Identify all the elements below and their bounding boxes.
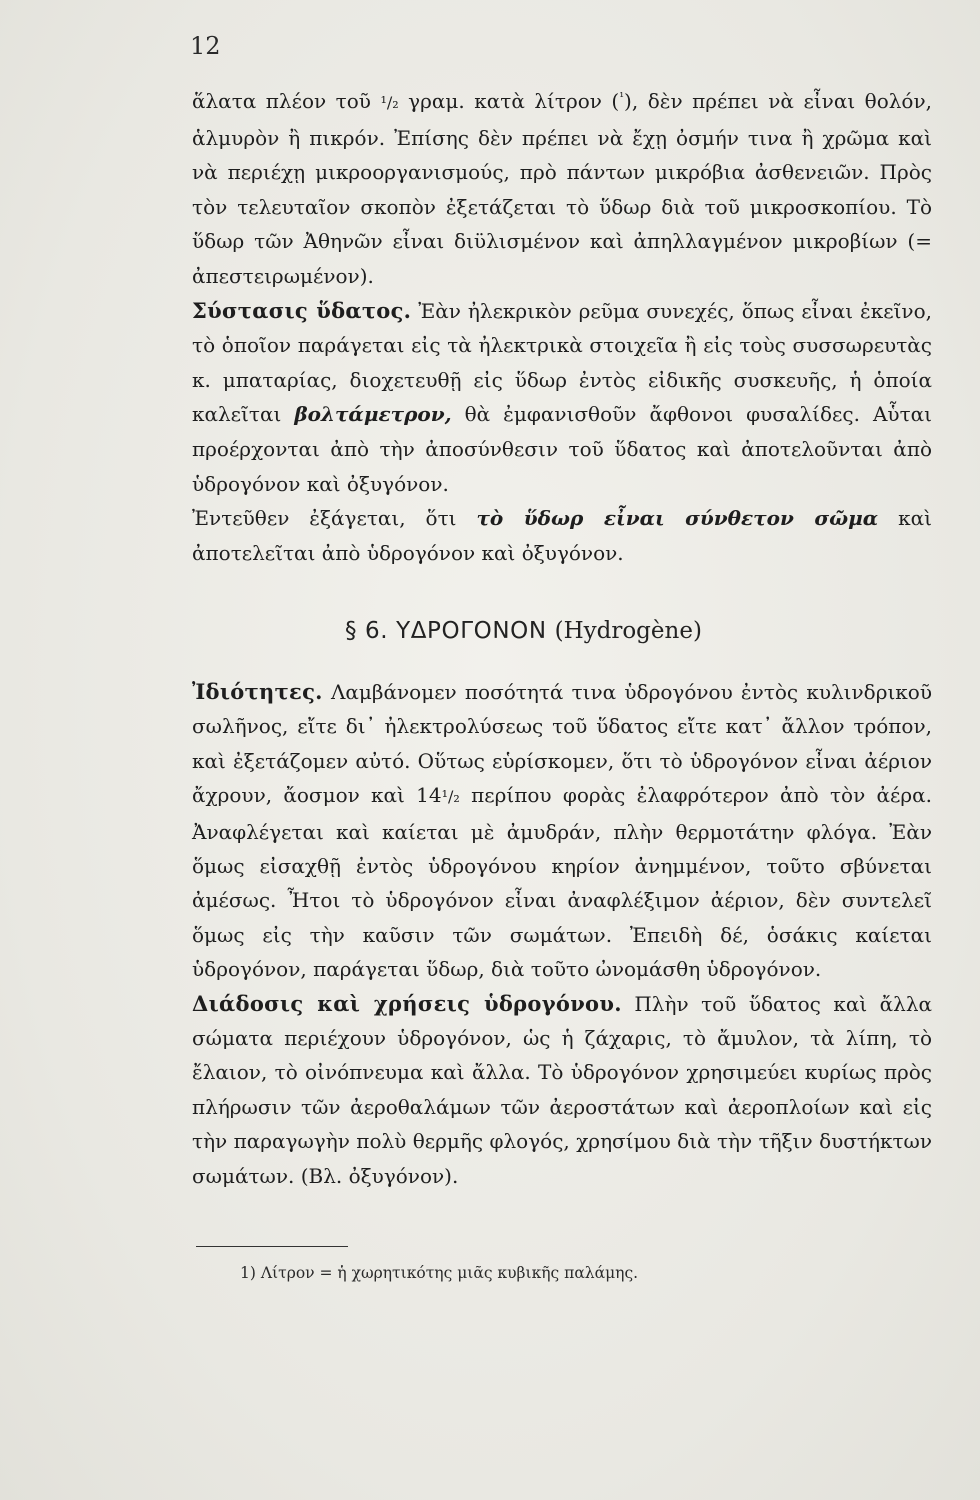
fraction: ¹/₂ xyxy=(441,787,460,807)
text-run: Λαμβάνομεν ποσότητά τινα ὑδρογόνου ἐντὸς κυλινδρικοῦ σωλῆνος, εἴτε δι᾽ ἠλεκτρολύσεως τοῦ ὕδατος εἴτε κατ᾽ ἄλλον τρόπον, καὶ ἐξετάζομεν αὐτό. Οὕτως εὑρίσκομεν, ὅτι τὸ ὑδρογόνον εἶναι ἀέριον ἄχρουν, ἄοσμον καὶ 14 xyxy=(192,680,932,808)
section-number: § 6. xyxy=(345,618,389,644)
fraction: ¹/₂ xyxy=(380,93,399,112)
footnote-text: Λίτρον = ἡ χωρητικότης μιᾶς κυβικῆς παλάμης. xyxy=(260,1264,639,1282)
paragraph-conclusion xyxy=(192,501,932,570)
run-in-heading: Ἰδιότητες. xyxy=(192,679,323,704)
section-latin-title: (Hydrogène) xyxy=(554,618,702,644)
text-run: περίπου φορὰς ἐλαφρότερον ἀπὸ τὸν ἀέρα. Ἀναφλέγεται καὶ καίεται μὲ ἀμυδράν, πλὴν θερμοτάτην φλόγα. Ἐὰν ὅμως εἰσαχθῇ ἐντὸς ὑδρογόνου κηρίον ἀνημμένον, τοῦτο σβύνεται ἀμέσως. Ἦτοι τὸ ὑδρογόνον εἶναι ἀναφλέξιμον ἀέριον, δὲν συντελεῖ ὅμως εἰς τὴν καῦσιν τῶν σωμάτων. Ἐπειδὴ δέ, ὁσάκις καίεται ὑδρογόνον, παράγεται ὕδωρ, διὰ τοῦτο ὠνομάσθη ὑδρογόνον. xyxy=(192,783,932,982)
paragraph-water-composition xyxy=(192,294,932,502)
top-text-block xyxy=(192,84,932,570)
paragraph-uses xyxy=(192,987,932,1193)
emphasized-term: τὸ ὕδωρ εἶναι σύνθετον σῶμα xyxy=(476,506,879,531)
paragraph-water-quality xyxy=(192,84,932,294)
run-in-heading: Σύστασις ὕδατος. xyxy=(192,297,412,323)
section-heading xyxy=(345,618,702,644)
page-number: 12 xyxy=(190,32,221,60)
text-run: ἅλατα πλέον τοῦ xyxy=(192,89,381,113)
text-run: Ἐντεῦθεν ἐξάγεται, ὅτι xyxy=(192,506,477,531)
hydrogen-text-block xyxy=(192,675,932,1193)
section-title: ΥΔΡΟΓΟΝΟΝ xyxy=(396,618,547,644)
text-run: θὰ ἐμφανισθοῦν ἄφθονοι φυσαλίδες. Αὗται προέρχονται ἀπὸ τὴν ἀποσύνθεσιν τοῦ ὕδατος καὶ ἀποτελοῦνται ἀπὸ ὑδρογόνον καὶ ὀξυγόνον. xyxy=(192,402,932,496)
text-run: ), δὲν πρέπει νὰ εἶναι θολόν, ἁλμυρὸν ἢ πικρόν. Ἐπίσης δὲν πρέπει νὰ ἔχῃ ὀσμήν τινα ἢ χρῶμα καὶ νὰ περιέχῃ μικροοργανισμούς, πρὸ πάντων μικρόβια ἀσθενειῶν. Πρὸς τὸν τελευταῖον σκοπὸν ἐξετάζεται τὸ ὕδωρ διὰ τοῦ μικροσκοπίου. Τὸ ὕδωρ τῶν Ἀθηνῶν εἶναι διϋλισμένον καὶ ἀπηλλαγμένον μικροβίων (= ἀπεστειρωμένον). xyxy=(192,89,932,288)
footnote xyxy=(240,1262,880,1284)
emphasized-term: βολτάμετρον, xyxy=(294,402,452,427)
paragraph-properties xyxy=(192,675,932,987)
footnote-divider xyxy=(196,1246,348,1247)
text-run: γραμ. κατὰ λίτρον ( xyxy=(398,89,620,113)
text-run: Ἐὰν ἠλεκρικὸν ρεῦμα συνεχές, ὅπως εἶναι ἐκεῖνο, τὸ ὁποῖον παράγεται εἰς τὰ ἠλεκτρικὰ στοιχεῖα ἢ εἰς τοὺς συσσωρευτὰς κ. μπαταρίας, διοχετευθῇ εἰς ὕδωρ ἐντὸς εἰδικῆς συσκευῆς, ἡ ὁποία καλεῖται xyxy=(192,298,932,427)
run-in-heading: Διάδοσις καὶ χρήσεις ὑδρογόνου. xyxy=(192,990,622,1016)
text-run: καὶ ἀποτελεῖται ἀπὸ ὑδρογόνον καὶ ὀξυγόνον. xyxy=(192,506,932,565)
text-run: Πλὴν τοῦ ὕδατος καὶ ἄλλα σώματα περιέχουν ὑδρογόνον, ὡς ἡ ζάχαρις, τὸ ἄμυλον, τὰ λίπη, τὸ ἔλαιον, τὸ οἰνόπνευμα καὶ ἄλλα. Τὸ ὑδρογόνον χρησιμεύει κυρίως πρὸς πλήρωσιν τῶν ἀεροθαλάμων τῶν ἀεροστάτων καὶ ἀεροπλοίων καὶ εἰς τὴν παραγωγὴν πολὺ θερμῆς φλογός, χρησίμου διὰ τὴν τῆξιν δυστήκτων σωμάτων. (Βλ. ὀξυγόνον). xyxy=(192,991,933,1188)
footnote-marker: 1) xyxy=(240,1264,256,1282)
footnote-reference: ¹ xyxy=(619,90,625,104)
